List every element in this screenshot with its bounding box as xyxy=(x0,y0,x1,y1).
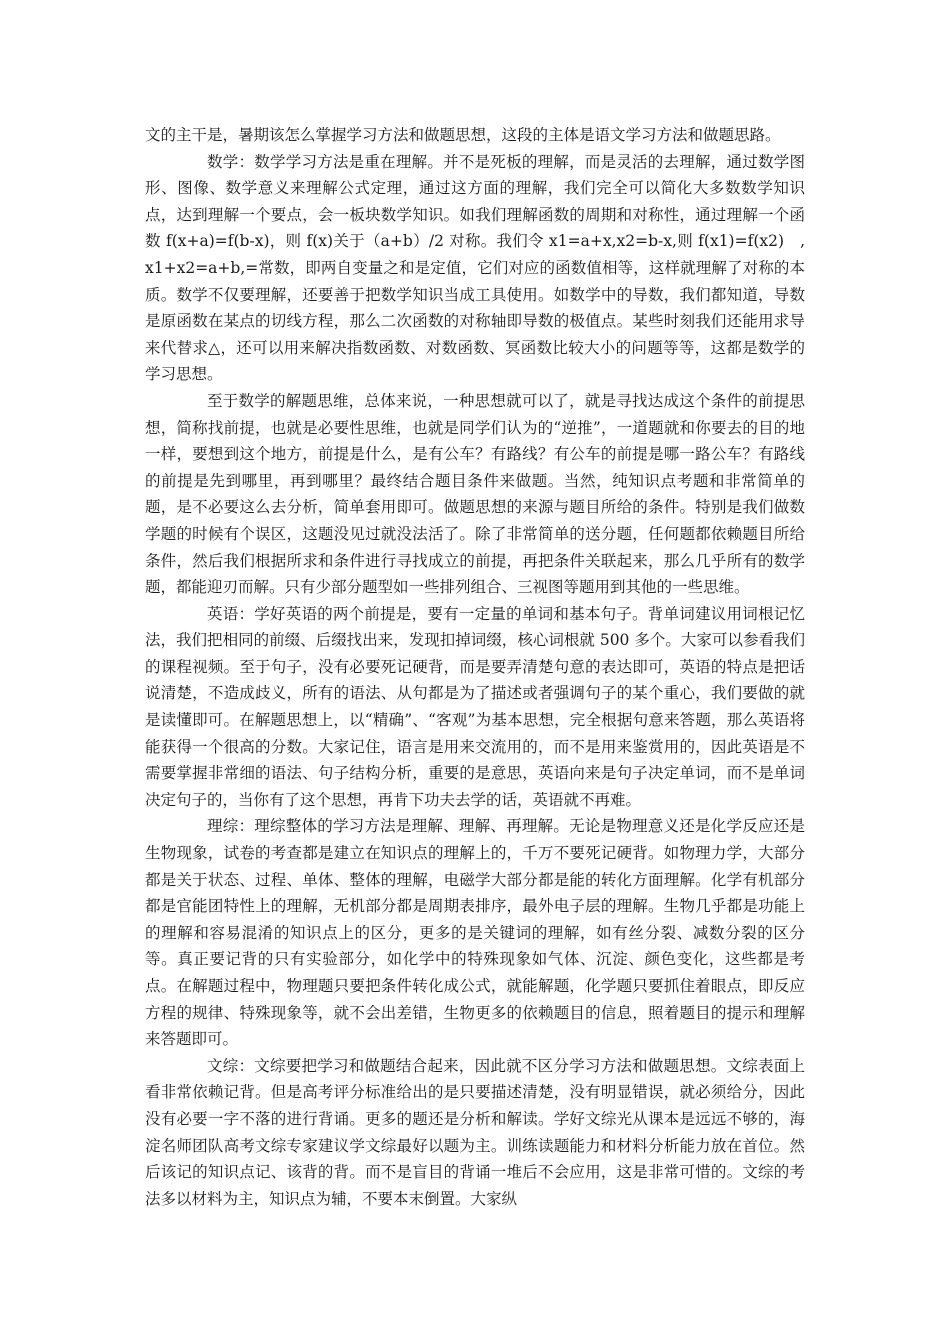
paragraph-intro-continuation: 文的主干是，暑期该怎么掌握学习方法和做题思想，这段的主体是语文学习方法和做题思路。 xyxy=(145,126,781,144)
paragraph-science: 理综：理综整体的学习方法是理解、理解、再理解。无论是物理意义还是化学反应还是生物现象，试卷的考查都是建立在知识点的理解上的，千万不要死记硬背。如物理力学，大部分都是关于状态、过程、单体、整体的理解，电磁学大部分都是能的转化方面理解。化学有机部分都是官能团特性上的理解，无机部分都是周期表排序，最外电子层的理解。生物几乎都是功能上的理解和容易混淆的知识点上的区分，更多的是关键词的理解，如有丝分裂、减数分裂的区分等。真正要记背的只有实验部分，如化学中的特殊现象如气体、沉淀、颜色变化，这些都是考点。在解题过程中，物理题只要把条件转化成公式，就能解题，化学题只要抓住着眼点，即反应方程的规律、特殊现象等，就不会出差错，生物更多的依赖题目的信息，照着题目的提示和理解来答题即可。 xyxy=(145,817,805,1049)
paragraph-liberal-arts: 文综：文综要把学习和做题结合起来，因此就不区分学习方法和做题思想。文综表面上看非常依赖记背。但是高考评分标准给出的是只要描述清楚，没有明显错误，就必须给分，因此没有必要一字不落的进行背诵。更多的题还是分析和解读。学好文综光从课本是远远不够的，海淀名师团队高考文综专家建议学文综最好以题为主。训练读题能力和材料分析能力放在首位。然后该记的知识点记、该背的背。而不是盲目的背诵一堆后不会应用，这是非常可惜的。文综的考法多以材料为主，知识点为辅，不要本末倒置。大家纵 xyxy=(145,1056,805,1208)
paragraph-math-problem-solving: 至于数学的解题思维，总体来说，一种思想就可以了，就是寻找达成这个条件的前提思想，简称找前提，也就是必要性思维，也就是同学们认为的“逆推”，一道题就和你要去的目的地一样，要想到这个地方，前提是什么，是有公车？有路线？有公车的前提是哪一路公车？有路线的前提是先到哪里，再到哪里？最终结合题目条件来做题。当然，纯知识点考题和非常简单的题，是不必要这么去分析，简单套用即可。做题思想的来源与题目所给的条件。特别是我们做数学题的时候有个误区，这题没见过就没法活了。除了非常简单的送分题，任何题都依赖题目所给条件，然后我们根据所求和条件进行寻找成立的前提，再把条件关联起来，那么几乎所有的数学题，都能迎刃而解。只有少部分题型如一些排列组合、三视图等题用到其他的一些思维。 xyxy=(145,391,805,597)
paragraph-math-study: 数学：数学学习方法是重在理解。并不是死板的理解，而是灵活的去理解，通过数学图形、图像、数学意义来理解公式定理，通过这方面的理解，我们完全可以简化大多数数学知识点，达到理解一个要点，会一板块数学知识。如我们理解函数的周期和对称性，通过理解一个函数 f(x+a)=f(b-x)，则 f(x)关于（a+b）/2 对称。我们令 x1=a+x,x2=b-x,则 f(x1)=f(x2) ,x1+x2=a+b,=常数，即两自变量之和是定值，它们对应的函数值相等，这样就理解了对称的本质。数学不仅要理解，还要善于把数学知识当成工具使用。如数学中的导数，我们都知道，导数是原函数在某点的切线方程，那么二次函数的对称轴即导数的极值点。某些时刻我们还能用求导来代替求△，还可以用来解决指数函数、对数函数、冥函数比较大小的问题等等，这都是数学的学习思想。 xyxy=(145,152,805,384)
document-page xyxy=(145,122,805,1212)
paragraph-english: 英语：学好英语的两个前提是，要有一定量的单词和基本句子。背单词建议用词根记忆法，我们把相同的前缀、后缀找出来，发现扣掉词缀，核心词根就 500 多个。大家可以参看我们的课程视频。至于句子，没有必要死记硬背，而是要弄清楚句意的表达即可，英语的特点是把话说清楚，不造成歧义，所有的语法、从句都是为了描述或者强调句子的某个重心，我们要做的就是读懂即可。在解题思想上，以“精确”、“客观”为基本思想，完全根据句意来答题，那么英语将能获得一个很高的分数。大家记住，语言是用来交流用的，而不是用来鉴赏用的，因此英语是不需要掌握非常细的语法、句子结构分析，重要的是意思，英语向来是句子决定单词，而不是单词决定句子的，当你有了这个思想，再肯下功夫去学的话，英语就不再难。 xyxy=(145,604,805,809)
